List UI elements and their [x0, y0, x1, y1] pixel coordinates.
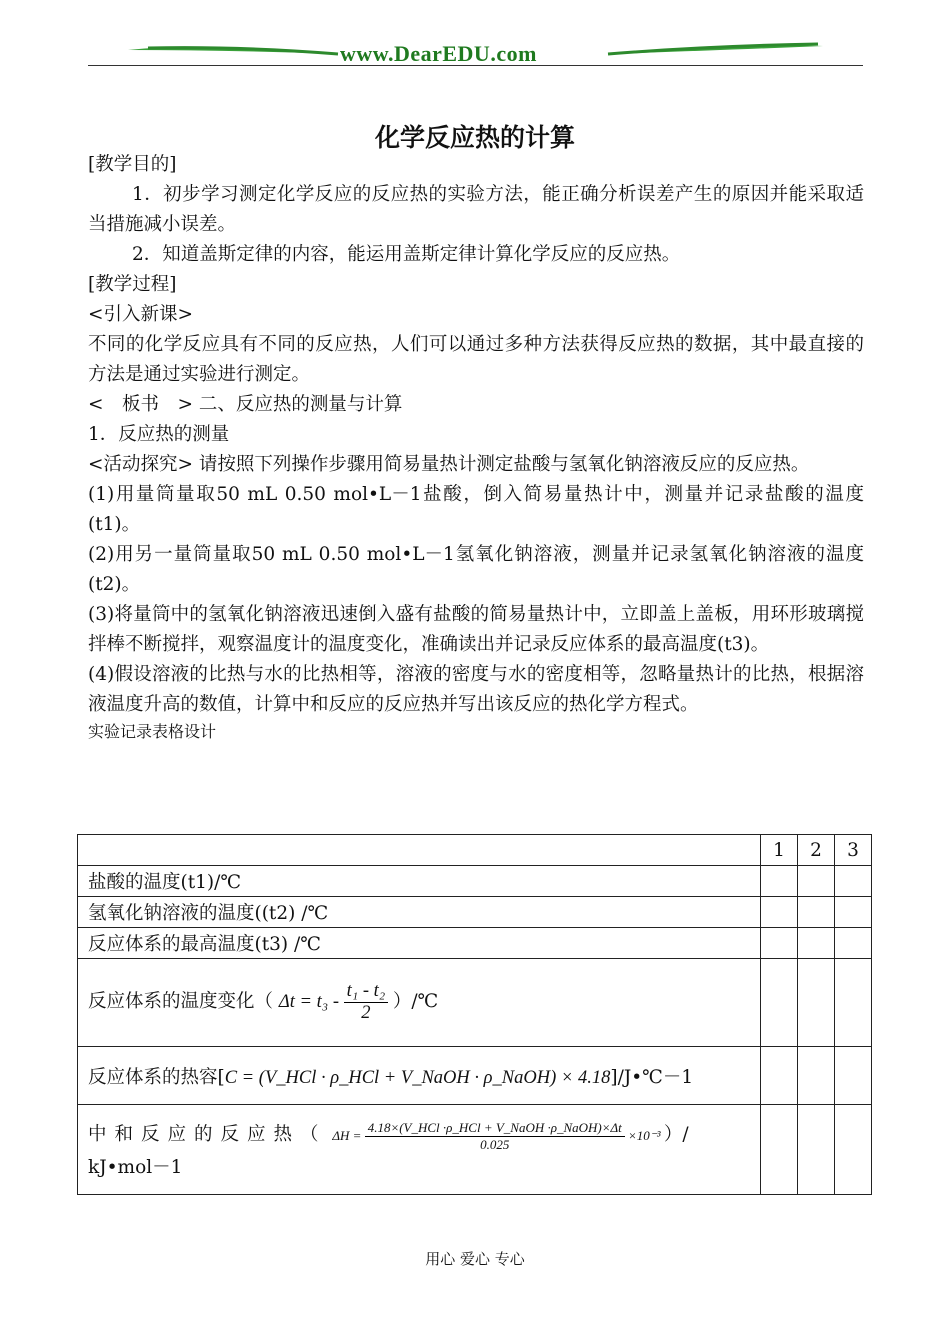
- table-row: [78, 897, 872, 928]
- formula-lhs: ΔH =: [332, 1127, 362, 1143]
- experiment-record-table: [77, 834, 872, 1195]
- table-cell: [761, 1105, 798, 1195]
- table-row: [78, 1105, 872, 1195]
- table-cell: [798, 928, 835, 959]
- row-label: [78, 1105, 761, 1195]
- paragraph: 不同的化学反应具有不同的反应热，人们可以通过多种方法获得反应热的数据，其中最直接的方法是通过实验进行测定。: [88, 334, 864, 385]
- table-cell: [761, 959, 798, 1047]
- row-label: [78, 1047, 761, 1105]
- table-cell: [78, 835, 761, 866]
- table-cell: [798, 897, 835, 928]
- formula-lhs: Δt = t₃ -: [278, 991, 339, 1012]
- column-header: 2: [798, 835, 835, 866]
- section-heading: [教学过程]: [88, 274, 177, 295]
- table-row: [78, 959, 872, 1047]
- row-label: [78, 959, 761, 1047]
- table-cell: [835, 1047, 872, 1105]
- step-1: (1)用量筒量取50 mL 0.50 mol•L－1盐酸，倒入简易量热计中，测量并记录盐酸的温度(t1)。: [88, 484, 864, 535]
- step-2: (2)用另一量筒量取50 mL 0.50 mol•L－1氢氧化钠溶液，测量并记录氢氧化钠溶液的温度(t2)。: [88, 544, 864, 595]
- table-cell: [761, 897, 798, 928]
- paragraph: <活动探究> 请按照下列操作步骤用简易量热计测定盐酸与氢氧化钠溶液反应的反应热。: [88, 454, 810, 475]
- fraction: [344, 981, 389, 1024]
- table-cell: [798, 959, 835, 1047]
- column-header: 3: [835, 835, 872, 866]
- row-unit: kJ•mol－1: [88, 1157, 183, 1179]
- table-cell: [798, 1105, 835, 1195]
- row-suffix: ）/: [663, 1123, 689, 1145]
- table-cell: [835, 928, 872, 959]
- row-label-text: 中和反应的反应热（: [88, 1123, 327, 1145]
- table-cell: [835, 897, 872, 928]
- numerator: 4.18×(V_HCl ·ρ_HCl + V_NaOH ·ρ_NaOH)×Δt: [365, 1120, 625, 1137]
- page-title: 化学反应热的计算: [374, 123, 575, 152]
- delta-h-formula: [332, 1120, 663, 1153]
- table-row: [78, 1047, 872, 1105]
- section-heading: <引入新课>: [88, 304, 194, 325]
- table-cell: [835, 959, 872, 1047]
- table-cell: [761, 1047, 798, 1105]
- heat-capacity-formula: C = (V_HCl · ρ_HCl + V_NaOH · ρ_NaOH) × 4.18: [224, 1067, 611, 1088]
- row-label: 反应体系的最高温度(t3) /℃: [78, 928, 761, 959]
- table-caption: 实验记录表格设计: [88, 722, 217, 741]
- row-label: 盐酸的温度(t1)/℃: [78, 866, 761, 897]
- row-label-text: 反应体系的温度变化（: [88, 990, 274, 1012]
- table-cell: [761, 928, 798, 959]
- subheading: 1．反应热的测量: [88, 424, 230, 445]
- objective-2: 2．知道盖斯定律的内容，能运用盖斯定律计算化学反应的反应热。: [132, 244, 681, 265]
- site-logo-text: www.DearEDU.com: [340, 41, 537, 66]
- row-label: 氢氧化钠溶液的温度((t2) /℃: [78, 897, 761, 928]
- row-suffix: ）/℃: [392, 990, 439, 1012]
- table-cell: [798, 866, 835, 897]
- objective-1: 1．初步学习测定化学反应的反应热的实验方法，能正确分析误差产生的原因并能采取适当措施减小误差。: [88, 184, 864, 235]
- row-label-text: 反应体系的热容[: [88, 1066, 225, 1088]
- denominator: 0.025: [480, 1137, 510, 1153]
- table-row: [78, 866, 872, 897]
- document-body: [88, 150, 864, 744]
- section-heading: [教学目的]: [88, 154, 177, 175]
- denominator: 2: [361, 1003, 371, 1023]
- header-rule: [88, 65, 863, 66]
- table-cell: [798, 1047, 835, 1105]
- table-cell: [835, 1105, 872, 1195]
- table-row: [78, 928, 872, 959]
- table-cell: [761, 866, 798, 897]
- row-suffix: ]/J•℃－1: [610, 1066, 694, 1088]
- page-footer: 用心 爱心 专心: [425, 1250, 525, 1268]
- table-cell: [835, 866, 872, 897]
- step-4: (4)假设溶液的比热与水的比热相等，溶液的密度与水的密度相等，忽略量热计的比热，根据溶液温度升高的数值，计算中和反应的反应热并写出该反应的热化学方程式。: [88, 664, 864, 715]
- column-header: 1: [761, 835, 798, 866]
- section-heading: < 板书 > 二、反应热的测量与计算: [88, 394, 403, 415]
- fraction: [365, 1120, 625, 1153]
- step-3: (3)将量筒中的氢氧化钠溶液迅速倒入盛有盐酸的简易量热计中，立即盖上盖板，用环形玻璃搅拌棒不断搅拌，观察温度计的温度变化，准确读出并记录反应体系的最高温度(t3)。: [88, 604, 864, 655]
- formula-tail: ×10⁻³: [628, 1127, 661, 1143]
- delta-t-formula: [278, 981, 393, 1023]
- numerator: t₁ - t₂: [344, 981, 389, 1003]
- table-header-row: [78, 835, 872, 866]
